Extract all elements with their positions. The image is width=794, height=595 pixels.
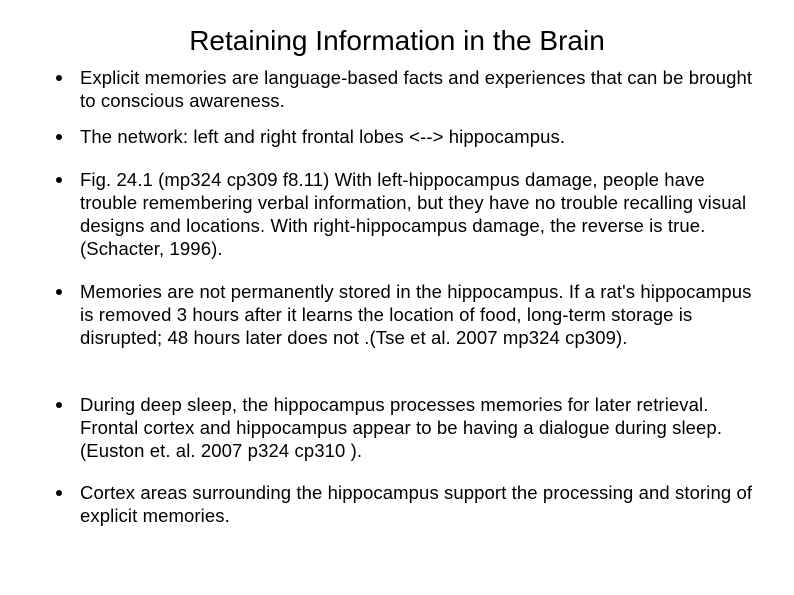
bullet-item bbox=[56, 168, 756, 260]
bullet-dot-icon bbox=[56, 75, 62, 81]
bullet-item bbox=[56, 481, 756, 527]
bullet-item bbox=[56, 393, 756, 462]
bullet-text: Cortex areas surrounding the hippocampus support the processing and storing of explicit memories. bbox=[80, 482, 753, 526]
bullet-text: The network: left and right frontal lobes <--> hippocampus. bbox=[80, 126, 566, 147]
bullet-text: Memories are not permanently stored in the hippocampus. If a rat's hippocampus is removed 3 hours after it learns the location of food, long-term storage is disrupted; 48 hours later does not .(Tse et al. 2007 mp324 cp309). bbox=[80, 281, 752, 348]
slide-title: Retaining Information in the Brain bbox=[189, 25, 605, 56]
bullet-text: During deep sleep, the hippocampus processes memories for later retrieval. Frontal cortex and hippocampus appear to be having a dialogue during sleep. (Euston et. al. 2007 p324 cp310 ). bbox=[80, 394, 723, 461]
bullet-dot-icon bbox=[56, 177, 62, 183]
bullet-text: Explicit memories are language-based facts and experiences that can be brought to conscious awareness. bbox=[80, 67, 753, 111]
bullet-dot-icon bbox=[56, 402, 62, 408]
bullet-item bbox=[56, 125, 756, 148]
bullet-dot-icon bbox=[56, 289, 62, 295]
bullet-item bbox=[56, 66, 756, 112]
bullet-dot-icon bbox=[56, 490, 62, 496]
bullet-dot-icon bbox=[56, 134, 62, 140]
bullet-item bbox=[56, 280, 756, 349]
bullet-text: Fig. 24.1 (mp324 cp309 f8.11) With left-hippocampus damage, people have trouble remembering verbal information, but they have no trouble recalling visual designs and locations. With right-hippocampus damage, the reverse is true. (Schacter, 1996). bbox=[80, 169, 747, 259]
